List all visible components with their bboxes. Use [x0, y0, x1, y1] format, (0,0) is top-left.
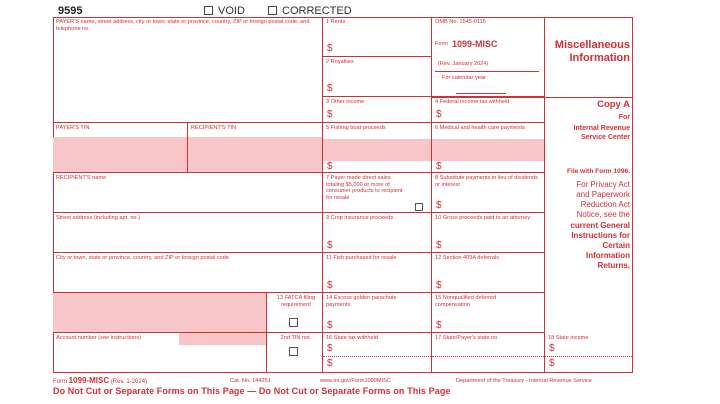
box-16-label: 16 State tax withheld [326, 335, 378, 341]
omb-number: OMB No. 1545-0115 [435, 19, 486, 25]
file-with-label: File with Form 1096. [566, 168, 630, 175]
box-3-label: 3 Other income [326, 99, 365, 105]
box-1-rents[interactable] [323, 17, 432, 57]
account-shade [179, 333, 266, 345]
box-16-state-tax[interactable] [323, 333, 432, 373]
recipient-name-box[interactable] [53, 173, 323, 213]
year-field[interactable] [456, 93, 506, 94]
dollar-sign: $ [327, 83, 333, 94]
second-tin-label: 2nd TIN not. [280, 335, 312, 341]
box-11-fish[interactable] [323, 253, 432, 293]
form-prefix: Form [435, 41, 449, 47]
box-10-label: 10 Gross proceeds paid to an attorney [435, 215, 531, 221]
box-14-label: 14 Excess golden parachute payments [326, 295, 397, 308]
dollar-sign: $ [436, 161, 442, 172]
box-5-shade [323, 139, 431, 161]
box-4-label: 4 Federal income tax withheld [435, 99, 510, 105]
footer-rev: (Rev. 1-2024) [110, 379, 148, 385]
payer-tin-label: PAYER'S TIN [56, 125, 90, 131]
payer-tin-box[interactable] [53, 123, 188, 173]
box-13-label: 13 FATCA filing requirement [276, 295, 316, 308]
city-label: City or town, state or province, country, and ZIP or foreign postal code [56, 255, 229, 261]
blank-shaded-box [53, 293, 267, 333]
divider [435, 71, 539, 72]
box-7-direct-sales[interactable] [323, 173, 432, 213]
box-12-label: 12 Section 409A deferrals [435, 255, 500, 261]
divider [432, 97, 633, 98]
dollar-sign: $ [327, 280, 333, 291]
dollar-sign: $ [436, 320, 442, 331]
box-5-fishing-boat[interactable] [323, 123, 432, 173]
dollar-sign: $ [549, 358, 555, 369]
box-6-shade [432, 139, 544, 161]
box-9-crop-insurance[interactable] [323, 213, 432, 253]
dollar-sign: $ [327, 343, 333, 354]
calendar-year-label: For calendar year [442, 75, 486, 81]
footer-form-id [53, 376, 147, 385]
box-7-checkbox[interactable] [415, 203, 423, 211]
box-17-label: 17 State/Payer's state no. [435, 335, 499, 341]
payer-name-box[interactable] [53, 17, 323, 123]
city-box[interactable] [53, 253, 323, 293]
instructions-notice [570, 221, 630, 271]
street-address-box[interactable] [53, 213, 323, 253]
fatca-checkbox[interactable] [289, 318, 298, 327]
recipient-name-label: RECIPIENT'S name [56, 175, 107, 181]
box-10-attorney[interactable] [432, 213, 545, 253]
dollar-sign: $ [327, 43, 333, 54]
dollar-sign: $ [327, 320, 333, 331]
street-address-label: Street address (including apt. no.) [56, 215, 140, 221]
current-line5: Returns. [597, 261, 630, 270]
box-6-medical[interactable] [432, 123, 545, 173]
box-9-label: 9 Crop insurance proceeds [326, 215, 394, 221]
for-label: For [618, 114, 630, 121]
box-4-federal-tax[interactable] [432, 97, 545, 123]
current-line3: Certain [602, 241, 630, 250]
account-number-box[interactable] [53, 333, 267, 373]
current-line1: current General [570, 221, 630, 230]
box-2-royalties[interactable] [323, 57, 432, 97]
corrected-label: CORRECTED [282, 5, 352, 17]
box-3-other-income[interactable] [323, 97, 432, 123]
dollar-sign: $ [436, 200, 442, 211]
box-18-state-income[interactable] [545, 333, 633, 373]
box-11-label: 11 Fish purchased for resale [326, 255, 397, 261]
payer-name-label: PAYER'S name, street address, city or town, state or province, country, ZIP or foreign postal code, and telephone no. [56, 19, 310, 32]
dollar-sign: $ [327, 358, 333, 369]
box-7-label: 7 Payer made direct sales totaling $5,000 or more of consumer products to recipient for resale [326, 175, 403, 201]
dollar-sign: $ [436, 240, 442, 251]
dollar-sign: $ [436, 280, 442, 291]
privacy-line2: and Paperwork [576, 190, 630, 199]
box-18-label: 18 State income [548, 335, 589, 341]
dollar-sign: $ [327, 161, 333, 172]
account-number-label: Account number (see instructions) [56, 335, 141, 341]
box-1-label: 1 Rents [326, 19, 346, 25]
payer-tin-field[interactable] [53, 137, 187, 172]
footer-form-name: 1099-MISC [68, 376, 110, 385]
second-tin-checkbox[interactable] [289, 347, 298, 356]
side-panel [545, 17, 633, 333]
box-2-label: 2 Royalties [326, 59, 354, 65]
dollar-sign: $ [436, 109, 442, 120]
side-title-line1: Miscellaneous [554, 39, 630, 51]
privacy-line4: Notice, see the [576, 210, 630, 219]
second-tin-box[interactable] [267, 333, 323, 373]
revision-date: (Rev. January 2024) [438, 61, 489, 67]
footer-dept: Department of the Treasury - Internal Revenue Service [456, 378, 592, 384]
recipient-tin-label: RECIPIENT'S TIN [191, 125, 237, 131]
footer-url: www.irs.gov/Form1099MISC [320, 378, 391, 384]
box-8-label: 8 Substitute payments in lieu of dividends or interest [435, 175, 538, 188]
form-code: 9595 [58, 5, 83, 17]
box-12-409a[interactable] [432, 253, 545, 293]
box-6-label: 6 Medical and health care payments [435, 125, 525, 131]
privacy-notice [576, 180, 630, 220]
irs-center-label [574, 124, 630, 142]
footer-warning: Do Not Cut or Separate Forms on This Page — Do Not Cut or Separate Forms on This Page [53, 386, 451, 396]
footer-cat-no: Cat. No. 14425J [230, 378, 271, 384]
copy-label: Copy A [597, 99, 630, 110]
current-line2: Instructions for [571, 231, 630, 240]
dollar-sign: $ [549, 343, 555, 354]
box-14-golden-parachute[interactable] [323, 293, 432, 333]
privacy-line1: For Privacy Act [576, 180, 630, 189]
side-title-line2: Information [569, 52, 630, 64]
box-17-state-no[interactable] [432, 333, 545, 373]
box-15-label: 15 Nonqualified deferred compensation [435, 295, 497, 308]
side-title [555, 39, 630, 65]
void-checkbox[interactable] [204, 6, 213, 15]
form-name: 1099-MISC [452, 39, 498, 49]
box-15-nonqualified[interactable] [432, 293, 545, 333]
box-5-label: 5 Fishing boat proceeds [326, 125, 386, 131]
corrected-checkbox[interactable] [268, 6, 277, 15]
omb-box [432, 17, 545, 97]
footer-form-label: Form [53, 379, 67, 385]
box-13-fatca[interactable] [267, 293, 323, 333]
void-label: VOID [218, 5, 245, 17]
current-line4: Information [586, 251, 630, 260]
dollar-sign: $ [327, 109, 333, 120]
privacy-line3: Reduction Act [580, 200, 630, 209]
irs-line1: Internal Revenue [573, 125, 630, 132]
divider [323, 356, 431, 357]
recipient-tin-field[interactable] [188, 137, 322, 172]
recipient-tin-box[interactable] [188, 123, 323, 173]
dollar-sign: $ [327, 240, 333, 251]
box-8-substitute-payments[interactable] [432, 173, 545, 213]
irs-line2: Service Center [580, 134, 630, 141]
divider [545, 356, 632, 357]
divider [432, 356, 544, 357]
